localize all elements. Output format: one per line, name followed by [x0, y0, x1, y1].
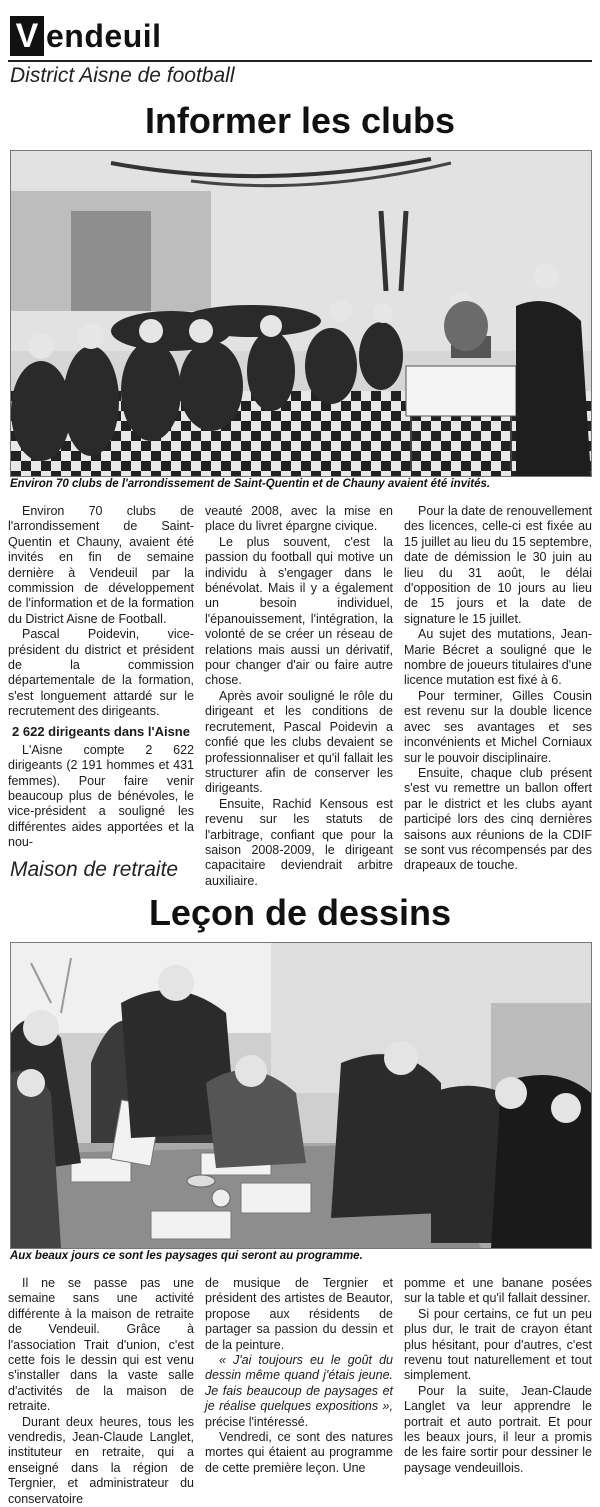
- article2-column-3: [404, 1276, 592, 1476]
- article2-column-2: [205, 1276, 393, 1476]
- banner-rule: [8, 60, 592, 62]
- article1-col2-paragraph: Le plus souvent, c'est la passion du football qui motive un individu à s'engager dans le bénévolat. Mais il y a également un besoin individuel, l'épanouissement, l'intégration, la volonté de se créer un réseau de relations mais aussi un dérivatif, pour changer d'air ou faire autre chose.: [205, 534, 393, 688]
- article1-col2-paragraph: veauté 2008, avec la mise en place du livret épargne civique.: [205, 504, 393, 534]
- banner-initial: V: [10, 16, 44, 56]
- article2-col2-quote-paragraph: [205, 1353, 393, 1430]
- article2-column-1: [8, 1276, 194, 1507]
- article1-col2-paragraph: Après avoir souligné le rôle du dirigeant et les conditions de recrutement, Pascal Poidevin a confié que les clubs devaient se professionnaliser et qu'il fallait les structurer afin de conserver les dirigeants.: [205, 688, 393, 796]
- article2-col2-paragraph: Vendredi, ce sont des natures mortes qui étaient au programme de cette première leçon. Une: [205, 1430, 393, 1475]
- article1-col3-paragraph: Au sujet des mutations, Jean-Marie Bécret a souligné que le nombre de joueurs titulaires d'une licence mutation est fixé à 6.: [404, 627, 592, 688]
- article1-col2-paragraph: Ensuite, Rachid Kensous est revenu sur les statuts de l'arbitrage, confiant que pour la saison 2008-2009, le dirigeant capacitaire deviendrait arbitre auxiliaire.: [205, 796, 393, 888]
- article2-title: Leçon de dessins: [148, 892, 452, 933]
- section-banner: [10, 14, 162, 58]
- article1-col1-paragraph: Pascal Poidevin, vice-président du district et président de la commission départementale de la formation, s'est longuement attardé sur le recrutement des dirigeants.: [8, 627, 194, 719]
- article1-kicker: District Aisne de football: [10, 64, 235, 87]
- article1-caption: Environ 70 clubs de l'arrondissement de Saint-Quentin et de Chauny avaient été invités.: [10, 478, 491, 490]
- article2-col3-paragraph: pomme et une banane posées sur la table et qu'il fallait dessiner.: [404, 1276, 592, 1306]
- article1-col3-paragraph: Ensuite, chaque club présent s'est vu remettre un ballon offert par le district et les clubs ayant participé lors des cinq dernières saisons aux réunions de la CDIF se sont vus récompensés par des drapeaux de touche.: [404, 765, 592, 873]
- article1-col3-paragraph: Pour la date de renouvellement des licences, celle-ci est fixée au 15 juillet au lieu du 15 septembre, date de démission le 30 juin au lieu du 31 août, le délai d'opposition de 10 jours au lieu de 15 jours et la date de signature le 15 juillet.: [404, 504, 592, 626]
- article2-quote-attribution: précise l'intéressé.: [205, 1414, 309, 1429]
- article1-col1-paragraph: Environ 70 clubs de l'arrondissement de Saint-Quentin et Chauny, avaient été invités en fin de semaine dernière à Vendeuil par la commission de développement de l'information et de la formation du District Aisne de Football.: [8, 504, 194, 626]
- article2-caption: Aux beaux jours ce sont les paysages qui seront au programme.: [10, 1250, 363, 1262]
- article1-column-1: [8, 504, 194, 851]
- article1-column-2: [205, 504, 393, 889]
- article2-col3-paragraph: Pour la suite, Jean-Claude Langlet va leur apprendre le portrait et auto portrait. Et pour les beaux jours, il leur a promis de les faire sortir pour dessiner le paysage vendeuillois.: [404, 1383, 592, 1475]
- article2-photo: [10, 942, 592, 1249]
- article1-col1-paragraph: L'Aisne compte 2 622 dirigeants (2 191 hommes et 431 femmes). Pour faire venir beaucoup plus de bénévoles, le vice-président a souligné les différentes aides apportées et la nou-: [8, 742, 194, 850]
- article2-col1-paragraph: Il ne se passe pas une semaine sans une activité différente à la maison de retraite de Vendeuil. Grâce à l'association Trait d'union, c'est cette fois le dessin qui est venu s'installer dans la vaste salle d'activités de la maison de retraite.: [8, 1276, 194, 1414]
- article2-kicker: Maison de retraite: [10, 858, 179, 881]
- article2-col2-paragraph: de musique de Tergnier et président des artistes de Beautor, propose aux résidents de partager sa passion du dessin et de la peinture.: [205, 1276, 393, 1352]
- banner-title: endeuil: [46, 17, 162, 54]
- article1-column-3: [404, 504, 592, 874]
- article1-subheading: 2 622 dirigeants dans l'Aisne: [12, 723, 190, 739]
- article2-col1-paragraph: Durant deux heures, tous les vendredis, Jean-Claude Langlet, instituteur en retraite, qui a enseigné dans la région de Tergnier, et administrateur du conservatoire: [8, 1414, 194, 1506]
- article1-title: Informer les clubs: [144, 100, 456, 141]
- article1-photo: [10, 150, 592, 477]
- article2-col3-paragraph: Si pour certains, ce fut un peu plus dur, le trait de crayon étant plus hésitant, pour d'autres, c'est revenu tout naturellement et tout simplement.: [404, 1306, 592, 1383]
- article2-quote: « J'ai toujours eu le goût du dessin même quand j'étais jeune. Je fais beaucoup de paysages et je réalise quelques expositions »,: [205, 1353, 393, 1414]
- article1-col3-paragraph: Pour terminer, Gilles Cousin est revenu sur la double licence avec ses avantages et ses inconvénients et Michel Corniaux sur le pouvoir disciplinaire.: [404, 688, 592, 765]
